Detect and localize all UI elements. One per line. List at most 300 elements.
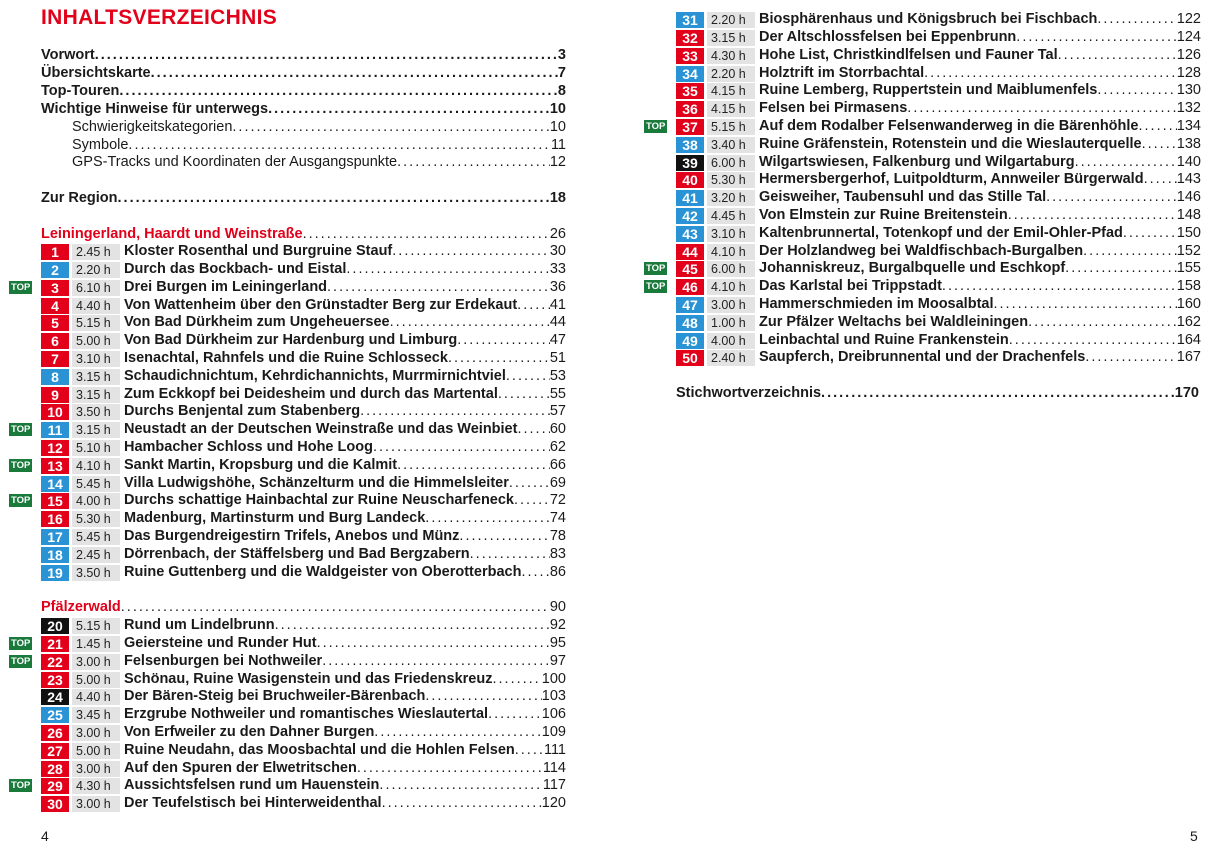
tour-page: 134 [1176,117,1201,134]
dot-leader [509,475,550,493]
tour-duration: 1.00 h [707,315,755,331]
tour-duration: 5.00 h [72,672,120,688]
tour-number-badge: 17 [41,529,69,545]
tour-entry[interactable] [0,617,607,635]
tour-duration: 6.00 h [707,155,755,171]
tour-number-badge: 50 [676,350,704,366]
top-badge: TOP [11,495,31,507]
tour-duration: 4.00 h [707,333,755,349]
tour-entry[interactable] [0,403,607,421]
tour-line [124,439,566,457]
tour-entry[interactable] [607,65,1214,83]
tour-number-badge: 15 [41,493,69,509]
tour-page: 55 [549,385,566,402]
tour-duration: 3.15 h [72,369,120,385]
dot-leader [994,296,1177,314]
tour-duration: 5.45 h [72,476,120,492]
entry-label: Schwierigkeitskategorien [72,119,233,136]
tour-duration: 3.00 h [72,725,120,741]
entry-label: Wichtige Hinweise für unterwegs [41,101,269,118]
tour-number-badge: 29 [41,778,69,794]
tour-duration: 1.45 h [72,636,120,652]
tour-duration: 2.20 h [707,12,755,28]
tour-page: 106 [541,706,566,723]
tour-entry[interactable] [0,350,607,368]
tour-number-badge: 28 [41,761,69,777]
dot-leader [95,47,558,65]
tour-number-badge: 6 [41,333,69,349]
tour-number-badge: 40 [676,172,704,188]
dot-leader [373,439,550,457]
tour-duration: 5.10 h [72,440,120,456]
dot-leader [360,403,550,421]
tour-entry[interactable] [0,457,607,475]
toc-entry[interactable] [41,83,566,101]
tour-entry[interactable] [607,278,1214,296]
tour-number-badge: 39 [676,155,704,171]
tour-number-badge: 43 [676,226,704,242]
tour-name: Durch das Bockbach- und Eistal [124,260,347,277]
tour-entry[interactable] [607,260,1214,278]
dot-leader [357,760,543,778]
tour-duration: 4.00 h [72,493,120,509]
tour-duration: 3.45 h [72,707,120,723]
tour-duration: 3.50 h [72,404,120,420]
tour-number-badge: 19 [41,565,69,581]
tour-page: 158 [1176,278,1201,295]
tour-entry[interactable] [607,225,1214,243]
page-number-left: 4 [41,828,49,844]
tour-line [124,386,566,404]
tour-page: 36 [549,278,566,295]
entry-line [41,599,566,617]
tour-entry[interactable] [0,368,607,386]
tour-duration: 3.00 h [72,796,120,812]
tour-entry[interactable] [0,279,607,297]
tour-entry[interactable] [0,635,607,653]
dot-leader [327,279,550,297]
tour-entry[interactable] [607,296,1214,314]
tour-number-badge: 1 [41,244,69,260]
entry-line [72,119,566,137]
dot-leader [1083,243,1177,261]
dot-leader [397,457,550,475]
tour-number-badge: 18 [41,547,69,563]
entry-line [72,137,566,155]
top-badge: TOP [11,780,31,792]
entry-page: 10 [549,101,566,118]
entry-label: GPS-Tracks und Koordinaten der Ausgangspunkte [72,154,398,171]
tour-name: Der Holzlandweg bei Waldfischbach-Burgalben [759,242,1084,259]
tour-line [124,510,566,528]
tour-name: Hermersbergerhof, Luitpoldturm, Annweiler Bürgerwald [759,171,1144,188]
entry-label: Übersichtskarte [41,65,151,82]
tour-entry[interactable] [0,706,607,724]
tour-name: Johanniskreuz, Burgalbquelle und Eschkopf [759,260,1066,277]
dot-leader [448,350,550,368]
tour-name: Kaltenbrunnertal, Totenkopf und der Emil-Ohler-Pfad [759,224,1123,241]
entry-page: 12 [549,154,566,171]
tour-entry[interactable] [607,118,1214,136]
tour-name: Das Karlstal bei Trippstadt [759,278,942,295]
tour-duration: 4.30 h [707,48,755,64]
entry-line [41,226,566,244]
tour-duration: 5.30 h [72,511,120,527]
toc-entry[interactable] [72,137,566,155]
tour-line [759,243,1201,261]
tour-line [759,225,1201,243]
tour-name: Leinbachtal und Ruine Frankenstein [759,331,1009,348]
tour-entry[interactable] [0,475,607,493]
entry-page: 170 [1174,385,1199,402]
tour-number-badge: 11 [41,422,69,438]
tour-entry[interactable] [0,243,607,261]
page-title: INHALTSVERZEICHNIS [41,6,278,29]
tour-page: 83 [549,545,566,562]
tour-page: 44 [549,314,566,331]
tour-number-badge: 27 [41,743,69,759]
entry-line [41,190,566,208]
tour-page: 114 [542,759,566,776]
tour-page: 148 [1176,206,1201,223]
dot-leader [470,546,550,564]
tour-name: Das Burgendreigestirn Trifels, Anebos und Münz [124,527,460,544]
tour-name: Dörrenbach, der Stäffelsberg und Bad Bergzabern [124,545,470,562]
tour-number-badge: 20 [41,618,69,634]
entry-label: Top-Touren [41,83,120,100]
dot-leader [121,599,550,617]
tour-line [759,189,1201,207]
index-entry[interactable] [676,385,1199,403]
tour-entry[interactable] [607,11,1214,29]
dot-leader [514,492,550,510]
dot-leader [517,297,550,315]
tour-name: Biosphärenhaus und Königsbruch bei Fischbach [759,11,1098,28]
tour-duration: 4.10 h [72,458,120,474]
tour-name: Felsenburgen bei Nothweiler [124,652,323,669]
entry-label: Stichwortverzeichnis [676,385,822,402]
tour-page: 62 [549,438,566,455]
tour-duration: 2.20 h [72,262,120,278]
tour-duration: 3.40 h [707,137,755,153]
tour-duration: 4.15 h [707,101,755,117]
tour-number-badge: 37 [676,119,704,135]
tour-entry[interactable] [607,332,1214,350]
entry-label: Symbole [72,137,129,154]
tour-entry[interactable] [0,724,607,742]
dot-leader [1139,118,1177,136]
entry-label: Vorwort [41,47,95,64]
tour-duration: 5.15 h [72,618,120,634]
dot-leader [379,777,542,795]
tour-line [759,29,1201,47]
tour-page: 92 [549,617,566,634]
tour-line [759,82,1201,100]
dot-leader [1123,225,1177,243]
tour-line [124,421,566,439]
tour-duration: 5.15 h [72,315,120,331]
tour-name: Auf den Spuren der Elwetritschen [124,759,357,776]
tour-number-badge: 31 [676,12,704,28]
tour-page: 146 [1176,189,1201,206]
tour-duration: 2.45 h [72,244,120,260]
dot-leader [517,421,549,439]
tour-name: Der Teufelstisch bei Hinterweidenthal [124,795,382,812]
tour-duration: 3.15 h [72,422,120,438]
tour-name: Von Wattenheim über den Grünstadter Berg zur Erdekaut [124,296,518,313]
tour-number-badge: 10 [41,404,69,420]
top-badge: TOP [646,263,666,275]
tour-entry[interactable] [607,314,1214,332]
tour-line [124,350,566,368]
tour-entry[interactable] [0,421,607,439]
tour-page: 164 [1176,331,1201,348]
tour-duration: 3.15 h [707,30,755,46]
dot-leader [488,706,542,724]
dot-leader [506,368,550,386]
dot-leader [492,671,541,689]
tour-entry[interactable] [0,332,607,350]
tour-page: 138 [1176,135,1201,152]
tour-number-badge: 4 [41,298,69,314]
tour-duration: 4.40 h [72,689,120,705]
dot-leader [151,65,558,83]
tour-page: 41 [549,296,566,313]
tour-number-badge: 16 [41,511,69,527]
tour-line [759,171,1201,189]
tour-line [124,617,566,635]
toc-entry[interactable] [72,119,566,137]
tour-number-badge: 14 [41,476,69,492]
dot-leader [374,724,542,742]
tour-entry[interactable] [0,439,607,457]
tour-entry[interactable] [0,795,607,813]
tour-name: Wilgartswiesen, Falkenburg und Wilgartaburg [759,153,1075,170]
tour-name: Ruine Lemberg, Ruppertstein und Maiblumenfels [759,82,1098,99]
tour-line [124,332,566,350]
tour-entry[interactable] [607,349,1214,367]
tour-line [759,314,1201,332]
entry-page: 10 [549,119,566,136]
tour-line [759,349,1201,367]
tour-number-badge: 45 [676,261,704,277]
tour-line [759,136,1201,154]
dot-leader [317,635,550,653]
tour-number-badge: 7 [41,351,69,367]
tour-number-badge: 25 [41,707,69,723]
tour-page: 130 [1176,82,1201,99]
tour-page: 152 [1176,242,1201,259]
tour-line [124,243,566,261]
tour-duration: 2.40 h [707,350,755,366]
tour-line [124,564,566,582]
tour-line [124,546,566,564]
tour-name: Von Bad Dürkheim zum Ungeheuersee [124,314,390,331]
dot-leader [1046,189,1177,207]
dot-leader [390,314,550,332]
tour-duration: 3.00 h [72,654,120,670]
tour-entry[interactable] [0,760,607,778]
tour-duration: 5.00 h [72,333,120,349]
tour-name: Madenburg, Martinsturm und Burg Landeck [124,510,426,527]
toc-entry[interactable] [41,101,566,119]
top-badge: TOP [11,281,31,293]
tour-number-badge: 23 [41,672,69,688]
tour-entry[interactable] [607,243,1214,261]
top-badge: TOP [11,637,31,649]
tour-number-badge: 33 [676,48,704,64]
tour-entry[interactable] [0,314,607,332]
tour-page: 124 [1176,28,1201,45]
tour-page: 128 [1176,64,1201,81]
tour-duration: 5.15 h [707,119,755,135]
tour-entry[interactable] [607,100,1214,118]
tour-entry[interactable] [0,742,607,760]
tour-duration: 4.40 h [72,298,120,314]
tour-number-badge: 2 [41,262,69,278]
tour-line [124,724,566,742]
tour-page: 117 [542,777,566,794]
tour-name: Saupferch, Dreibrunnental und der Drachenfels [759,349,1086,366]
tour-line [124,635,566,653]
tour-name: Erzgrube Nothweiler und romantisches Wieslautertal [124,706,489,723]
tour-name: Neustadt an der Deutschen Weinstraße und das Weinbiet [124,421,518,438]
dot-leader [1097,11,1176,29]
dot-leader [392,243,550,261]
tour-entry[interactable] [0,777,607,795]
tour-entry[interactable] [0,671,607,689]
tour-name: Der Altschlossfelsen bei Eppenbrunn [759,28,1017,45]
dot-leader [322,653,550,671]
tour-page: 150 [1176,224,1201,241]
tour-line [759,332,1201,350]
tour-entry[interactable] [0,688,607,706]
tour-page: 69 [549,474,566,491]
entry-line [676,385,1199,403]
tour-entry[interactable] [0,510,607,528]
tour-entry[interactable] [0,564,607,582]
tour-line [759,296,1201,314]
tour-name: Drei Burgen im Leiningerland [124,278,328,295]
tour-line [124,777,566,795]
tour-duration: 3.00 h [72,761,120,777]
tour-page: 160 [1176,295,1201,312]
toc-entry[interactable] [41,65,566,83]
tour-name: Von Elmstein zur Ruine Breitenstein [759,206,1008,223]
tour-page: 60 [549,421,566,438]
toc-entry[interactable] [72,154,566,172]
tour-line [759,11,1201,29]
tour-line [759,207,1201,225]
tour-name: Hohe List, Christkindlfelsen und Fauner Tal [759,46,1058,63]
dot-leader [1058,47,1177,65]
tour-duration: 5.45 h [72,529,120,545]
tour-number-badge: 12 [41,440,69,456]
tour-duration: 3.10 h [72,351,120,367]
tour-number-badge: 24 [41,689,69,705]
tour-entry[interactable] [0,492,607,510]
tour-number-badge: 42 [676,208,704,224]
region-heading[interactable] [41,226,566,244]
tour-duration: 4.10 h [707,279,755,295]
top-badge: TOP [646,281,666,293]
dot-leader [1016,29,1177,47]
tour-name: Ruine Gräfenstein, Rotenstein und die Wieslauterquelle [759,135,1142,152]
tour-entry[interactable] [0,546,607,564]
dot-leader [303,226,550,244]
tour-entry[interactable] [607,189,1214,207]
entry-page: 7 [557,65,566,82]
tour-entry[interactable] [0,528,607,546]
tour-page: 162 [1176,313,1201,330]
toc-entry[interactable] [41,190,566,208]
tour-number-badge: 41 [676,190,704,206]
dot-leader [425,688,541,706]
tour-number-badge: 26 [41,725,69,741]
dot-leader [1075,154,1177,172]
dot-leader [459,528,549,546]
dot-leader [924,65,1177,83]
tour-name: Zur Pfälzer Weltachs bei Waldleiningen [759,313,1029,330]
entry-line [72,154,566,172]
tour-entry[interactable] [0,297,607,315]
dot-leader [119,83,558,101]
toc-entry[interactable] [41,47,566,65]
tour-page: 95 [549,634,566,651]
tour-line [124,795,566,813]
tour-entry[interactable] [607,82,1214,100]
tour-name: Der Bären-Steig bei Bruchweiler-Bärenbach [124,688,426,705]
tour-page: 143 [1176,171,1201,188]
tour-line [759,100,1201,118]
tour-line [759,47,1201,65]
tour-name: Schönau, Ruine Wasigenstein und das Friedenskreuz [124,670,493,687]
tour-entry[interactable] [607,207,1214,225]
tour-page: 74 [549,510,566,527]
tour-page: 51 [549,349,566,366]
tour-entry[interactable] [607,171,1214,189]
dot-leader [128,137,551,155]
dot-leader [942,278,1177,296]
dot-leader [232,119,549,137]
dot-leader [1008,207,1177,225]
tour-line [124,653,566,671]
tour-entry[interactable] [607,47,1214,65]
dot-leader [521,564,549,582]
tour-page: 100 [541,670,566,687]
tour-entry[interactable] [607,136,1214,154]
tour-duration: 2.20 h [707,66,755,82]
tour-name: Rund um Lindelbrunn [124,617,275,634]
tour-entry[interactable] [0,261,607,279]
tour-entry[interactable] [607,29,1214,47]
tour-entry[interactable] [607,154,1214,172]
tour-number-badge: 36 [676,101,704,117]
dot-leader [1065,260,1177,278]
region-heading[interactable] [41,599,566,617]
tour-entry[interactable] [0,653,607,671]
tour-number-badge: 9 [41,387,69,403]
tour-duration: 3.00 h [707,297,755,313]
tour-duration: 3.10 h [707,226,755,242]
tour-entry[interactable] [0,386,607,404]
tour-name: Zum Eckkopf bei Deidesheim und durch das Martental [124,385,498,402]
tour-name: Durchs schattige Hainbachtal zur Ruine Neuscharfeneck [124,492,514,509]
tour-page: 111 [543,741,566,758]
tour-line [124,279,566,297]
tour-line [124,403,566,421]
tour-name: Ruine Neudahn, das Moosbachtal und die Hohlen Felsen [124,741,515,758]
